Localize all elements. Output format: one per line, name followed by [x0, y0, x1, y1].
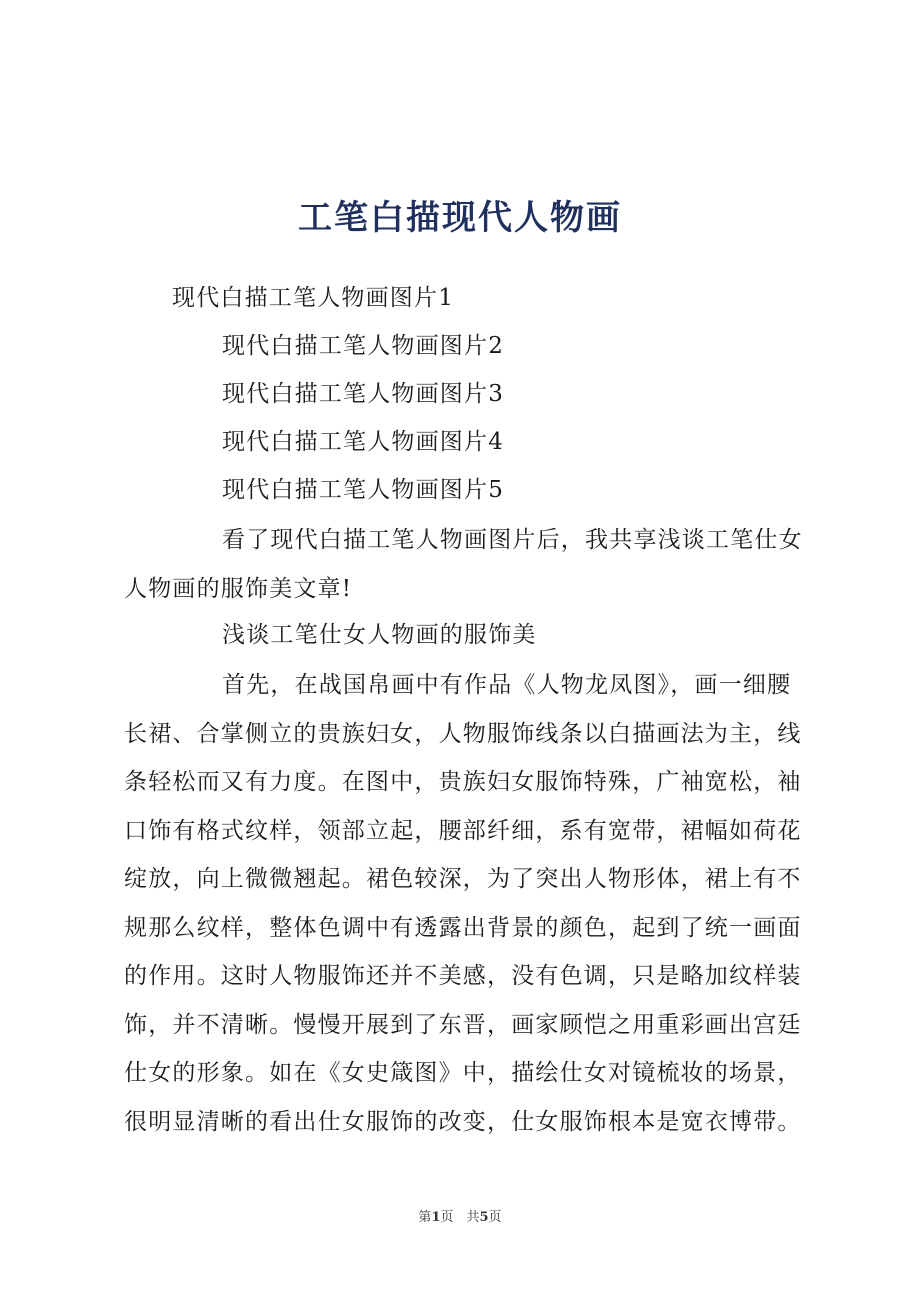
- section-subheading: 浅谈工笔仕女人物画的服饰美: [222, 622, 537, 648]
- footer-page-total: 5: [479, 1210, 489, 1225]
- paragraph-line: 首先，在战国帛画中有作品《人物龙凤图》，画一细腰: [222, 672, 792, 698]
- footer-suffix: 页: [488, 1210, 502, 1225]
- list-item: 现代白描工笔人物画图片5: [222, 477, 505, 503]
- paragraph-line: 长裙、合掌侧立的贵族妇女，人物服饰线条以白描画法为主，线: [124, 720, 802, 747]
- paragraph-line: 的作用。这时人物服饰还并不美感，没有色调，只是略加纹样装: [124, 963, 802, 989]
- paragraph-line: 很明显清晰的看出仕女服饰的改变，仕女服饰根本是宽衣博带。: [124, 1108, 802, 1135]
- paragraph-line: 条轻松而又有力度。在图中，贵族妇女服饰特殊，广袖宽松，袖: [124, 769, 802, 795]
- intro-paragraph: [124, 516, 824, 613]
- paragraph-line: 口饰有格式纹样，领部立起，腰部纤细，系有宽带，裙幅如荷花: [124, 817, 802, 844]
- page-footer: [0, 1206, 920, 1225]
- paragraph-line: 仕女的形象。如在《女史箴图》中，描绘仕女对镜梳妆的场景，: [124, 1060, 802, 1086]
- paragraph-line: 绽放，向上微微翘起。裙色较深，为了突出人物形体，裙上有不: [124, 866, 802, 892]
- list-item: 现代白描工笔人物画图片2: [222, 333, 505, 359]
- footer-prefix: 第: [418, 1210, 432, 1225]
- footer-page-current: 1: [431, 1210, 441, 1225]
- list-item: 现代白描工笔人物画图片4: [222, 429, 505, 455]
- document-title: 工笔白描现代人物画: [298, 198, 622, 238]
- body-paragraph: [124, 661, 824, 1146]
- paragraph-line: 规那么纹样，整体色调中有透露出背景的颜色，起到了统一画面: [124, 914, 802, 941]
- paragraph-line: 看了现代白描工笔人物画图片后，我共享浅谈工笔仕女: [222, 527, 803, 553]
- paragraph-line: 饰，并不清晰。慢慢开展到了东晋，画家顾恺之用重彩画出宫廷: [124, 1011, 802, 1038]
- paragraph-line: 人物画的服饰美文章!: [124, 575, 353, 602]
- list-item: 现代白描工笔人物画图片1: [172, 285, 455, 311]
- footer-mid: 页 共: [440, 1210, 480, 1225]
- list-item: 现代白描工笔人物画图片3: [222, 381, 505, 407]
